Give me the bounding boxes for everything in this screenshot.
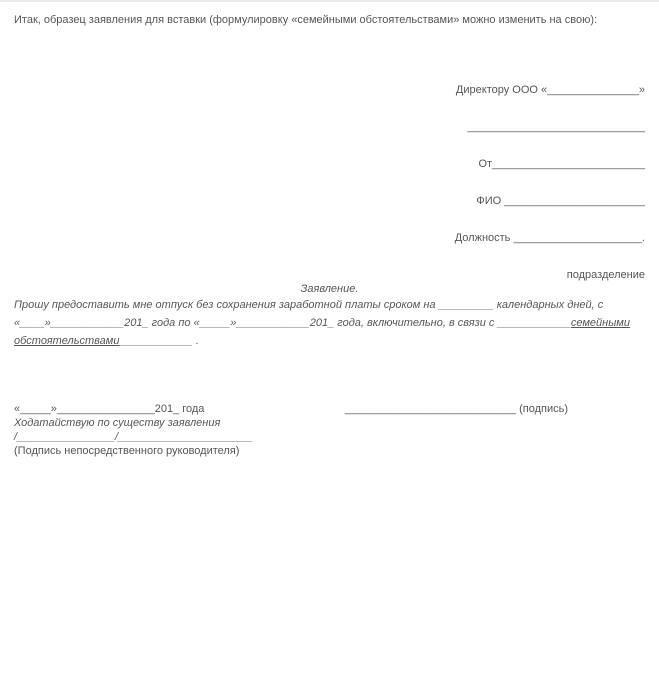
approval-caption: (Подпись непосредственного руководителя)	[14, 445, 240, 457]
request-text-before: Прошу предоставить мне отпуск без сохранения заработной платы сроком на _________ календарных дней, с «____»____________201_ года по «_____»____________201_ года, включительно, в связи с ____________	[14, 299, 604, 329]
intro-text: Итак, образец заявления для вставки (формулировку «семейными обстоятельствами» можно изменить на свою):	[14, 14, 598, 26]
signature-label: (подпись)	[519, 403, 568, 415]
director-line: Директору ООО «_______________»	[455, 84, 645, 96]
application-title: Заявление.	[300, 283, 359, 295]
approval-signature-line: /________________/______________________	[14, 431, 253, 443]
recipient-block	[14, 84, 645, 282]
date-line: «_____»________________201_ года	[14, 403, 205, 415]
department-label: подразделение	[566, 269, 645, 281]
position-line: Должность _____________________.	[454, 232, 645, 244]
from-line: От_________________________	[478, 158, 645, 170]
company-blank-line: _____________________________	[467, 121, 645, 133]
underlined-reason: семейными обстоятельствами	[14, 317, 630, 347]
request-text-after: ____________ .	[119, 335, 199, 347]
signature-area	[345, 402, 568, 416]
approval-note: Ходатайствую по существу заявления	[14, 417, 221, 429]
date-signature-row	[14, 402, 645, 416]
name-line: ФИО _______________________	[476, 195, 645, 207]
signature-blank-line: ____________________________	[344, 403, 517, 415]
request-paragraph	[14, 296, 645, 350]
